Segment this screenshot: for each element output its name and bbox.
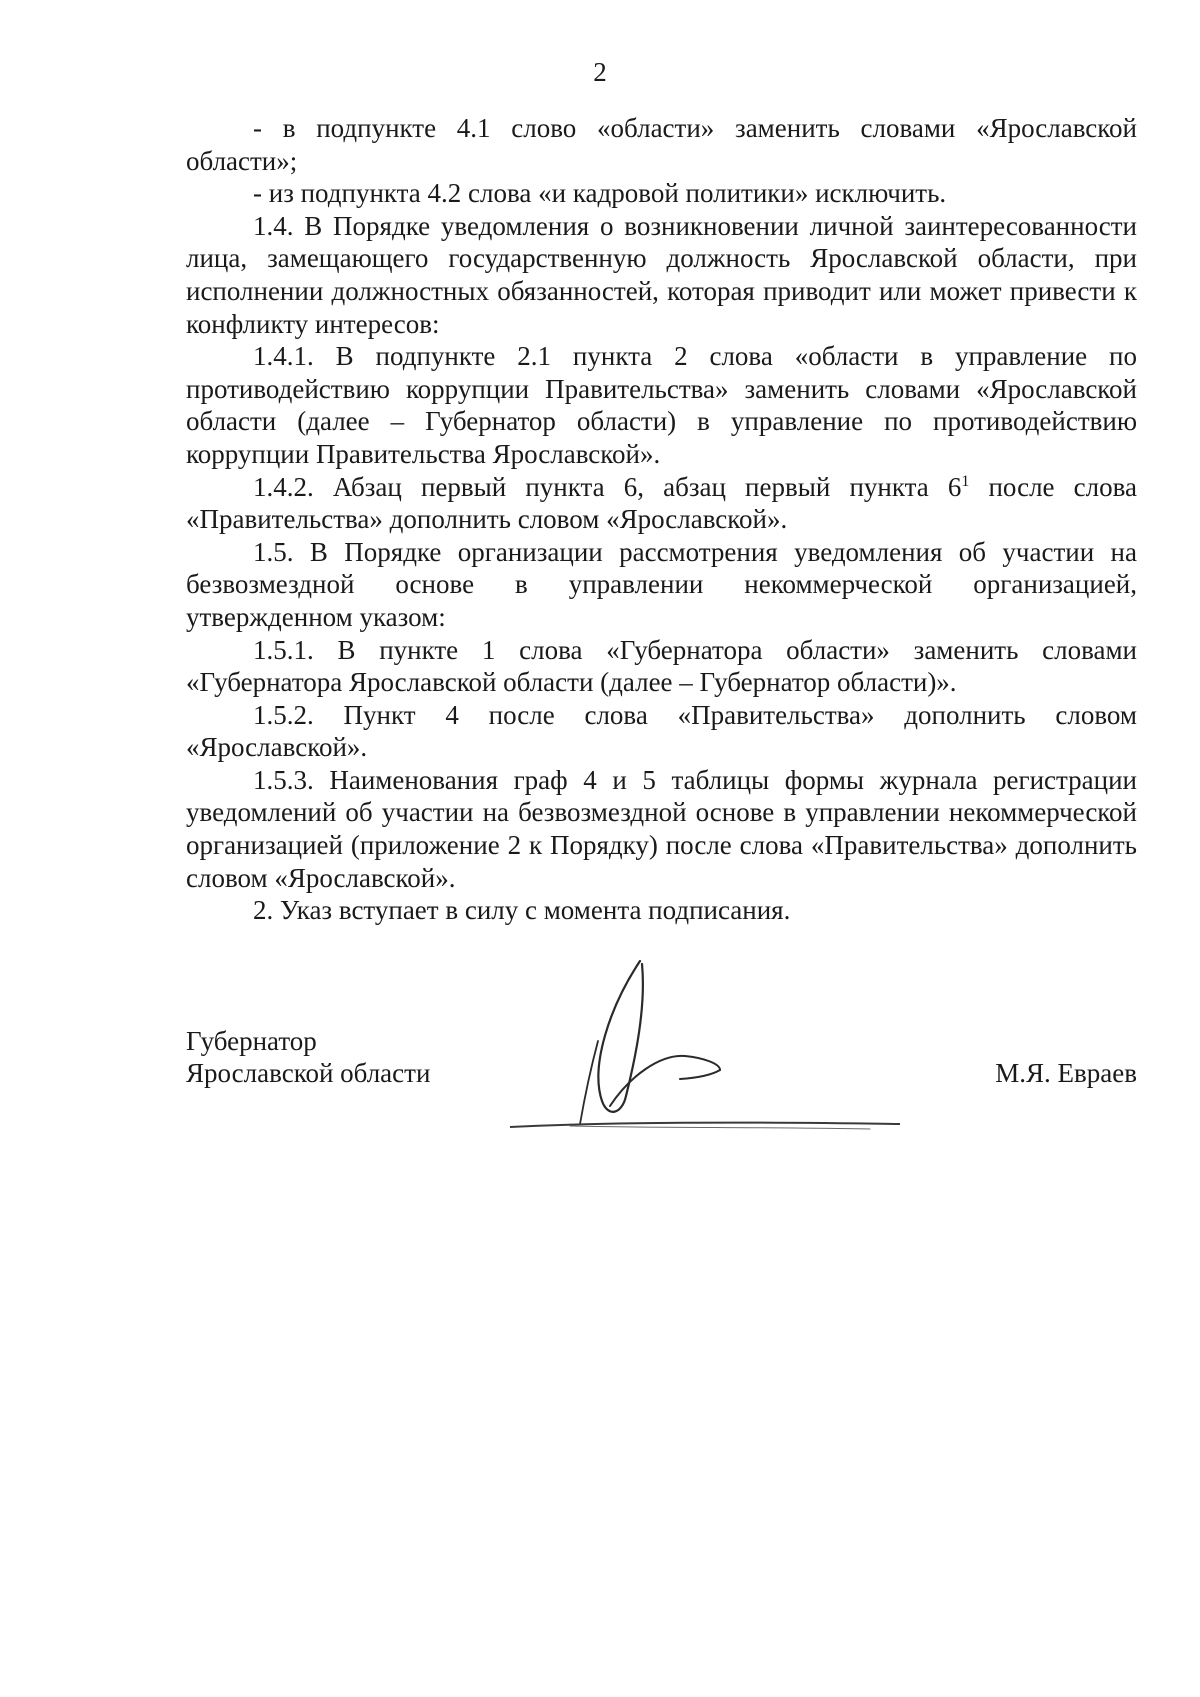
signer-name: М.Я. Евраев [995,1058,1137,1088]
paragraph-amend-4-2: - из подпункта 4.2 слова «и кадровой политики» исключить. [253,178,947,209]
paragraph-2: 2. Указ вступает в силу с момента подписания. [253,895,791,926]
paragraph-amend-4-1: - в подпункте 4.1 слово «области» заменить словами «Ярославской области»; [186,113,1137,176]
document-body [186,112,1137,927]
signer-title [186,1025,430,1089]
signature-block [186,1022,1137,1122]
paragraph-1-5-3: 1.5.3. Наименования граф 4 и 5 таблицы формы журнала регистрации уведомлений об участии на безвозмездной основе в управлении некоммерческой организацией (приложение 2 к Порядку) после слова «Правительства» дополнить словом «Ярославской». [186,764,1137,893]
paragraph-1-4-2-after: после слова «Правительства» дополнить словом «Ярославской». [186,471,1138,535]
signer-title-line1: Губернатор [186,1026,317,1056]
paragraph-1-5: 1.5. В Порядке организации рассмотрения уведомления об участии на безвозмездной основе в управлении некоммерческой организацией, утвержденном указом: [186,536,1137,632]
signer-title-line2: Ярославской области [186,1058,431,1088]
page-number: 2 [593,57,607,87]
paragraph-1-4-2 [186,471,1137,536]
paragraph-1-4-2-before: 1.4.2. Абзац первый пункта 6, абзац первый пункта 6 [253,471,962,502]
superscript-index: 1 [961,472,970,490]
paragraph-1-4-1: 1.4.1. В подпункте 2.1 пункта 2 слова «области в управление по противодействию коррупции Правительства» заменить словами «Ярославской области (далее – Губернатор области) в управление по противодействию коррупции Правительства Ярославской». [186,341,1137,469]
paragraph-1-5-2: 1.5.2. Пункт 4 после слова «Правительства» дополнить словом «Ярославской». [186,699,1137,763]
paragraph-1-5-1: 1.5.1. В пункте 1 слова «Губернатора области» заменить словами «Губернатора Ярославской области (далее – Губернатор области)». [186,634,1137,698]
handwritten-signature [510,946,900,1136]
paragraph-1-4: 1.4. В Порядке уведомления о возникновении личной заинтересованности лица, замещающего государственную должность Ярославской области, при исполнении должностных обязанностей, которая приводит или может привести к конфликту интересов: [186,210,1137,339]
